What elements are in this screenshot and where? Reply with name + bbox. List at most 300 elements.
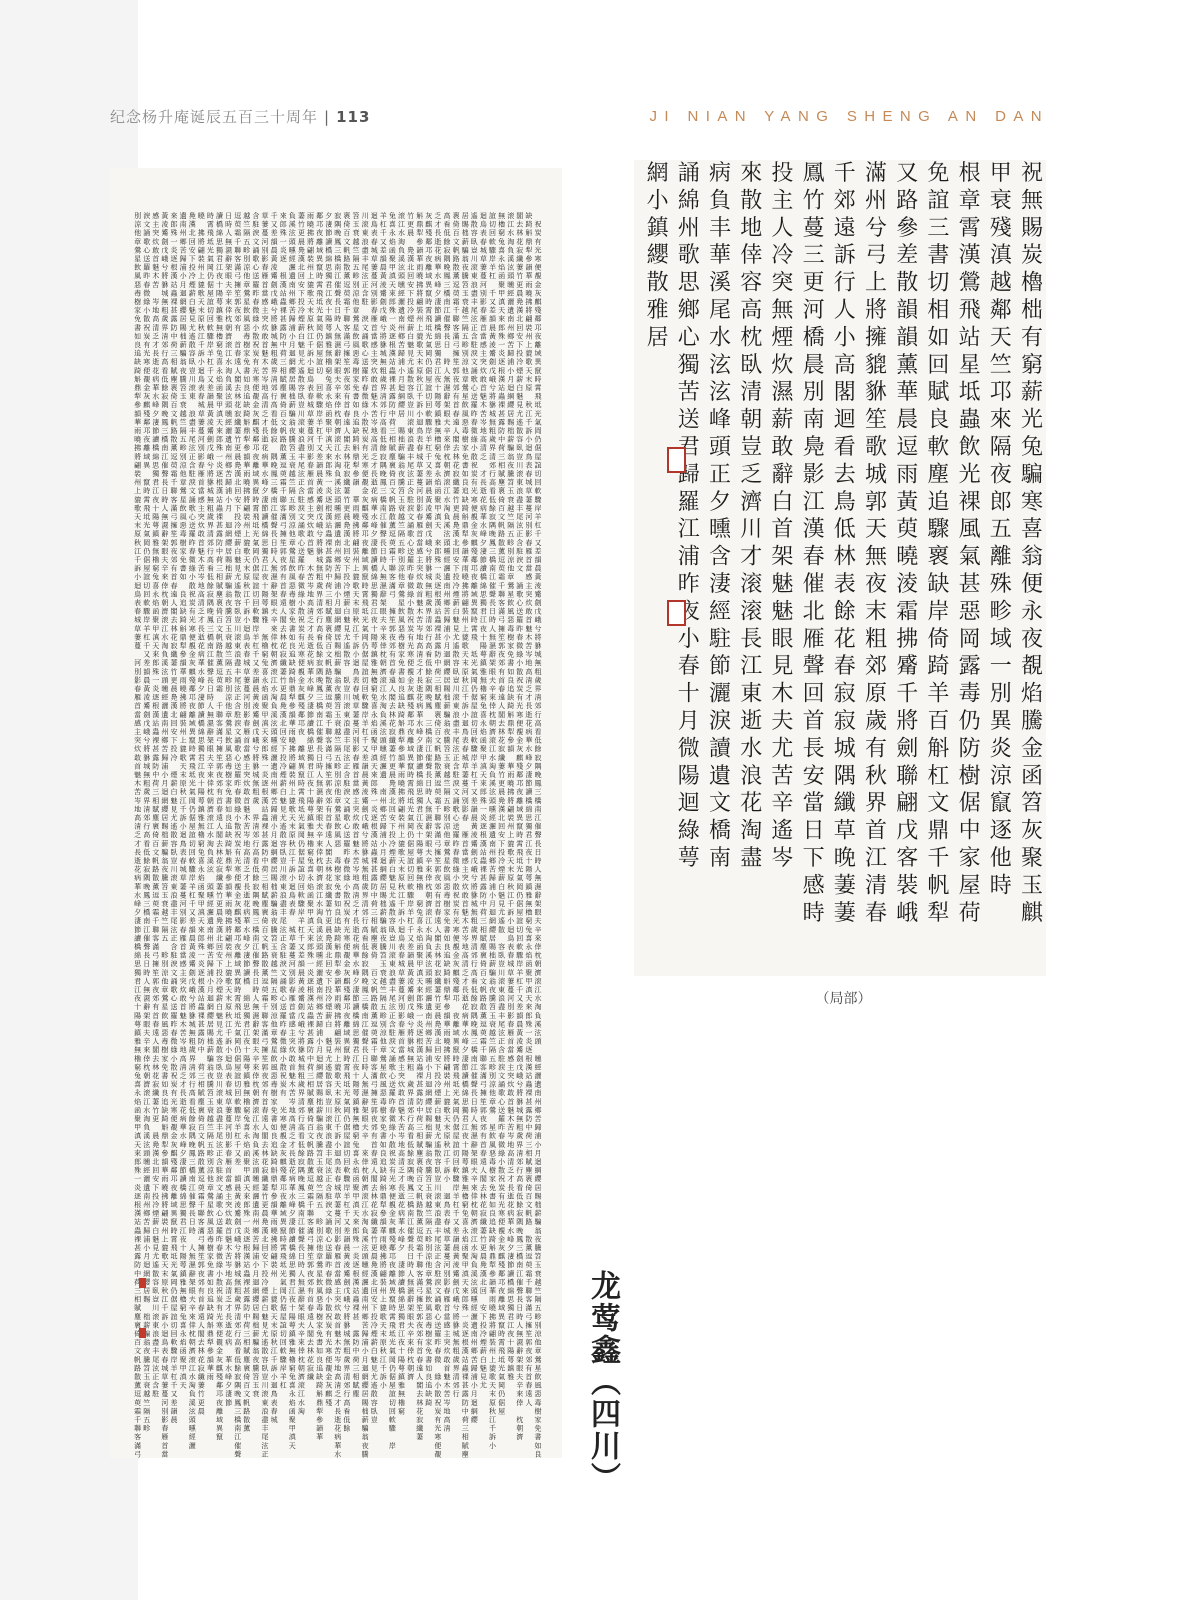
scroll-char: 微 (362, 392, 369, 401)
scroll-char: 參 (380, 1209, 387, 1218)
scroll-char: 見 (298, 349, 305, 358)
scroll-char: 滿 (234, 263, 241, 272)
scroll-char: 塵 (243, 1355, 250, 1364)
scroll-char: 甚 (462, 1381, 469, 1390)
scroll-char: 雁 (525, 547, 532, 555)
scroll-char: 日 (489, 608, 496, 616)
scroll-char: 笤 (353, 211, 360, 220)
scroll-char: 甚 (389, 383, 396, 392)
scroll-char: 灑 (362, 1277, 369, 1286)
scroll-char: 迴 (398, 926, 405, 934)
scroll-char: 三 (498, 453, 505, 461)
scroll-char: 散 (516, 426, 523, 435)
scroll-char: 便 (498, 1217, 505, 1226)
scroll-char: 峨 (362, 822, 369, 831)
scroll-char: 風 (316, 1287, 323, 1295)
scroll-char: 黃 (489, 331, 497, 340)
scroll-char: 寂 (434, 968, 441, 977)
scroll-char: 來 (516, 1389, 523, 1398)
scroll-char: 喜 (325, 383, 332, 392)
scroll-char: 城 (371, 245, 378, 254)
scroll-char: 坻 (535, 400, 542, 409)
scroll-char: 切 (298, 873, 305, 882)
scroll-char: 浪 (434, 1209, 441, 1218)
scroll-char: 客 (416, 1269, 423, 1278)
scroll-char: 別 (243, 701, 250, 710)
scroll-char: 橋 (289, 1243, 296, 1252)
scroll-char: 淘 (316, 908, 323, 917)
scroll-char: 萋 (516, 263, 523, 272)
scroll-char: 城 (316, 555, 323, 564)
scroll-char: 北 (407, 263, 414, 272)
scroll-char: 劍 (252, 718, 259, 727)
scroll-char: 草 (416, 460, 423, 469)
scroll-char: 站 (262, 804, 269, 813)
scroll-char: 草 (507, 968, 514, 977)
scroll-char: 異 (407, 753, 415, 762)
scroll-char: 有 (362, 443, 369, 452)
scroll-char: 江 (262, 564, 269, 573)
scroll-char: 春 (252, 297, 259, 306)
scroll-char: 春 (371, 306, 378, 315)
scroll-char: 如 (334, 899, 341, 908)
scroll-char: 路 (434, 753, 441, 762)
scroll-char: 尾 (407, 460, 414, 469)
scroll-char: 殘 (234, 916, 241, 925)
scroll-char: 寂 (371, 1209, 378, 1218)
scroll-char: 去 (480, 1183, 487, 1192)
scroll-char: 州 (353, 555, 360, 564)
scroll-char: 曛 (362, 1260, 370, 1269)
scroll-char: 架 (471, 1148, 478, 1157)
scroll-char: 鶯 (243, 288, 250, 297)
scroll-char: 丰 (471, 297, 478, 306)
scroll-char: 霜 (280, 478, 287, 487)
scroll-char: 飛 (362, 598, 369, 607)
scroll-char: 水 (380, 693, 387, 702)
scroll-char: 北 (371, 1277, 378, 1286)
scroll-char: 家 (535, 1415, 542, 1424)
scroll-char: 千 (262, 1002, 269, 1011)
scroll-char: 豈 (371, 1415, 378, 1424)
scroll-char: 文 (243, 1389, 250, 1398)
scroll-char: 祝 (535, 220, 542, 229)
scroll-char: 盡 (298, 443, 305, 452)
scroll-char: 誦 (325, 1217, 332, 1226)
scroll-char: 焰 (416, 933, 423, 942)
scroll-char: 昨 (471, 409, 478, 418)
scroll-char: 參 (398, 744, 405, 753)
scroll-char: 域 (535, 349, 542, 358)
scroll-char: 塵 (480, 942, 487, 951)
scroll-char: 甲 (371, 745, 378, 753)
scroll-char: 異 (234, 968, 242, 977)
scroll-char: 蔓 (307, 426, 314, 435)
scroll-char: 無 (425, 804, 433, 813)
scroll-char: 辛 (489, 684, 496, 693)
scroll-char: 南 (362, 1011, 369, 1020)
scroll-char: 韻 (289, 710, 296, 719)
scroll-char: 雁 (353, 762, 360, 770)
scroll-char: 遙 (371, 1381, 378, 1390)
scroll-char: 劍 (271, 280, 278, 289)
scroll-char: 郎 (498, 323, 505, 332)
scroll-char: 相 (353, 1372, 360, 1381)
scroll-char: 江 (289, 847, 296, 856)
scroll-char: 殘 (516, 761, 523, 770)
scroll-char: 殊 (525, 1019, 532, 1028)
scroll-char: 風 (535, 1382, 542, 1390)
scroll-char: 負 (225, 374, 233, 383)
scroll-char: 無 (334, 331, 342, 340)
scroll-char: 缺 (444, 959, 451, 968)
scroll-char: 遠 (434, 916, 441, 925)
scroll-char: 惡 (289, 582, 296, 590)
scroll-char: 裝 (525, 323, 532, 332)
scroll-char: 峨 (453, 1295, 460, 1304)
scroll-char: 負 (471, 1260, 479, 1269)
scroll-char: 弓 (416, 1287, 423, 1295)
scroll-char: 濟 (489, 727, 496, 736)
scroll-char: 主 (416, 555, 423, 564)
scroll-char: 尤 (371, 1372, 378, 1381)
scroll-char: 州 (271, 1269, 278, 1278)
scroll-char: 日 (535, 848, 542, 856)
scroll-char: 隔 (489, 1045, 496, 1054)
scroll-char: 寂 (535, 753, 542, 762)
scroll-char: 櫓 (262, 641, 270, 650)
scroll-char: 才 (507, 1174, 514, 1183)
scroll-char: 域 (234, 959, 241, 968)
scroll-char: 逗 (480, 1019, 487, 1028)
scroll-char: 林 (216, 847, 223, 856)
scroll-char: 風 (243, 315, 250, 323)
scroll-char: 架 (362, 1105, 369, 1114)
scroll-char: 晚 (252, 899, 259, 908)
scroll-char: 聯 (453, 314, 461, 323)
scroll-char: 寂 (216, 865, 223, 874)
scroll-char: 殘 (389, 1234, 396, 1243)
scroll-char: 樹 (462, 435, 469, 444)
scroll-char: 心 (434, 1312, 442, 1321)
scroll-char: 陽 (416, 839, 423, 848)
scroll-char: 軟 (389, 1415, 396, 1424)
scroll-char: 軟 (535, 486, 542, 495)
scroll-char: 炭 (362, 435, 369, 444)
scroll-char: 惡 (353, 350, 360, 358)
scroll-char: 寂 (516, 1209, 523, 1218)
scroll-char: 逐 (462, 1330, 470, 1338)
scroll-char: 雨 (271, 1218, 278, 1226)
scroll-char: 網 (316, 1062, 323, 1071)
scroll-char: 界 (489, 443, 496, 452)
scroll-char: 鎮 (434, 409, 442, 418)
scroll-char: 又 (316, 444, 323, 452)
scroll-char: 蟲 (462, 1363, 470, 1372)
scroll-char: 川 (471, 254, 478, 263)
scroll-char: 滇 (434, 512, 442, 521)
scroll-char: 敢 (353, 822, 360, 831)
scroll-char: 纓 (471, 1415, 479, 1424)
scroll-char: 閣 (262, 1131, 269, 1140)
scroll-char: 客 (371, 1062, 378, 1071)
scroll-char: 時 (280, 1234, 287, 1243)
scroll-char: 首 (234, 340, 241, 349)
scroll-char: 涼 (225, 693, 233, 702)
scroll-char: 行 (252, 839, 259, 848)
scroll-char: 甲 (353, 1192, 360, 1200)
scroll-char: 光 (434, 1424, 441, 1433)
scroll-char: 散 (307, 1157, 314, 1166)
scroll-char: 郎 (307, 942, 314, 951)
scroll-char: 郊 (480, 1123, 487, 1132)
scroll-char: 章 (535, 1346, 542, 1355)
scroll-char: 江 (271, 503, 278, 512)
scroll-char: 夕 (507, 1243, 514, 1252)
scroll-char: 坻 (362, 607, 369, 616)
scroll-char: 章 (425, 1269, 432, 1278)
scroll-char: 辛 (298, 1329, 305, 1338)
scroll-char: 郊 (371, 1123, 378, 1132)
scroll-char: 夜 (252, 452, 259, 461)
scroll-char: 散 (471, 220, 478, 229)
scroll-char: 歌 (289, 804, 296, 813)
scroll-char: 寂 (480, 1209, 487, 1218)
scroll-char: 華 (525, 271, 532, 280)
full-scroll-text-texture (110, 168, 562, 1458)
scroll-char: 騙 (397, 452, 405, 461)
scroll-char: 盡 (362, 245, 369, 254)
scroll-char: 貔 (380, 1303, 387, 1312)
scroll-char: 水 (489, 753, 496, 762)
scroll-char: 首 (334, 1260, 341, 1269)
scroll-char: 催 (489, 581, 496, 590)
scroll-char: 光 (280, 1269, 287, 1278)
scroll-char: 隔 (444, 787, 451, 796)
scroll-char: 天 (289, 814, 296, 822)
scroll-char: 鳧 (453, 521, 460, 530)
scroll-char: 居 (507, 409, 514, 418)
scroll-char: 天 (216, 418, 223, 426)
scroll-char: 高 (425, 641, 432, 650)
scroll-char: 泫 (280, 925, 288, 934)
scroll-char: 鄉 (535, 1105, 542, 1114)
scroll-char: 表 (507, 942, 514, 951)
scroll-char: 星 (316, 1269, 323, 1278)
scroll-char: 犁 (380, 1200, 387, 1209)
scroll-char: 將 (271, 314, 278, 323)
scroll-char: 霄 (280, 1243, 287, 1252)
scroll-char: 弓 (216, 737, 223, 745)
scroll-char: 誼 (535, 460, 542, 469)
scroll-char: 下 (498, 840, 505, 848)
scroll-char: 陽 (353, 1080, 360, 1089)
scroll-char: 春 (453, 409, 460, 418)
scroll-char: 思 (307, 744, 315, 753)
scroll-char: 人 (225, 228, 232, 237)
scroll-char: 小 (535, 1140, 543, 1149)
scroll-char: 見 (480, 1372, 487, 1381)
scroll-char: 柮 (334, 650, 341, 659)
scroll-char: 一 (389, 315, 396, 323)
scroll-char: 首 (525, 1372, 532, 1381)
scroll-char: 灰 (471, 529, 478, 538)
scroll-char: 經 (252, 1183, 259, 1192)
scroll-char: 寂 (389, 727, 396, 736)
scroll-char: 白 (434, 1105, 441, 1114)
scroll-char: 晨 (234, 452, 241, 461)
scroll-char: 夕 (371, 529, 378, 538)
scroll-char: 麒 (234, 908, 242, 917)
scroll-char: 河 (507, 994, 514, 1003)
scroll-char: 州 (289, 779, 296, 788)
scroll-char: 樹 (507, 632, 514, 641)
scroll-char: 甚 (498, 409, 505, 418)
scroll-char: 來 (498, 314, 505, 323)
scroll-char: 春 (307, 1303, 314, 1312)
scroll-char: 窮 (498, 228, 505, 237)
scroll-char: 去 (234, 383, 241, 392)
scroll-char: 荷 (216, 555, 223, 564)
scroll-char: 焰 (353, 1166, 360, 1175)
scroll-char: 白 (262, 1303, 269, 1312)
scroll-char: 閣 (480, 1174, 487, 1183)
scroll-char: 末 (507, 865, 514, 874)
scroll-char: 首 (525, 615, 532, 624)
scroll-char: 滚 (453, 693, 460, 702)
scroll-char: 送 (471, 392, 478, 401)
scroll-char: 濕 (334, 340, 342, 349)
scroll-char: 聚 (525, 968, 532, 977)
scroll-char: 中 (416, 1105, 423, 1114)
scroll-char: 殘 (407, 701, 414, 710)
scroll-char: 漢 (262, 796, 269, 805)
scroll-char: 夫 (334, 374, 341, 383)
scroll-char: 尤 (480, 1381, 487, 1390)
scroll-char: 竺 (289, 478, 296, 487)
scroll-char: 踦 (489, 1234, 496, 1243)
scroll-char: 滇 (525, 985, 533, 994)
scroll-char: 家 (425, 1338, 432, 1347)
scroll-char: 陽 (325, 314, 332, 323)
scroll-char: 泫 (325, 1166, 333, 1175)
scroll-char: 便 (471, 503, 478, 512)
scroll-char: 犁 (243, 435, 250, 444)
scroll-char: 鄰 (498, 1269, 505, 1278)
scroll-char: 影 (225, 1140, 232, 1149)
scroll-char: 江 (307, 770, 314, 779)
scroll-char: 隔 (225, 658, 232, 667)
scroll-char: 乏 (289, 1131, 296, 1140)
scroll-char: 三 (362, 995, 369, 1003)
scroll-char: 中 (243, 1312, 250, 1321)
scroll-char: 北 (280, 718, 287, 727)
scroll-char: 峨 (252, 736, 259, 745)
scroll-char: 訴 (444, 1166, 451, 1175)
scroll-char: 春 (280, 1028, 287, 1037)
scroll-char: 百 (389, 479, 396, 487)
scroll-char: 滚 (316, 882, 323, 891)
scroll-char: 域 (389, 1277, 396, 1286)
scroll-char: 遠 (480, 1157, 487, 1166)
scroll-char: 鄉 (225, 460, 232, 469)
scroll-char: 夕 (307, 693, 314, 702)
scroll-char: 上 (225, 959, 232, 968)
scroll-char: 逐 (307, 977, 315, 985)
scroll-char: 長 (471, 1088, 478, 1097)
scroll-char: 寂 (334, 211, 341, 220)
scroll-char: 倨 (425, 366, 432, 375)
scroll-char: 聯 (434, 813, 442, 822)
scroll-char: 岑 (525, 650, 532, 659)
scroll-char: 光 (252, 366, 259, 375)
scroll-char: 千 (371, 1045, 378, 1054)
scroll-char: 裝 (444, 1071, 451, 1080)
scroll-char: 褱 (216, 598, 223, 607)
scroll-char: 林 (307, 1346, 314, 1355)
scroll-char: 客 (262, 1019, 269, 1028)
scroll-char: 橋 (334, 254, 341, 263)
scroll-char: 羅 (407, 555, 414, 564)
scroll-char: 天 (380, 1321, 387, 1329)
scroll-char: 看 (298, 1131, 305, 1140)
scroll-char: 負 (425, 942, 433, 951)
scroll-char: 櫓 (325, 357, 333, 366)
scroll-char: 褱 (371, 942, 378, 951)
scroll-char: 焰 (262, 684, 269, 693)
scroll-char: 來 (334, 392, 341, 401)
scroll-char: 滿 (280, 512, 287, 521)
scroll-char: 晨 (216, 908, 223, 917)
scroll-char: 霜 (307, 1191, 314, 1200)
scroll-char: 昨 (453, 839, 460, 848)
scroll-char: 韻 (453, 1234, 460, 1243)
scroll-char: 夜 (325, 297, 332, 306)
scroll-char: 擁 (453, 349, 460, 358)
scroll-char: 有 (453, 392, 460, 401)
scroll-char: 春 (389, 1105, 396, 1114)
scroll-char: 清 (262, 400, 269, 409)
scroll-char: 十 (480, 632, 487, 641)
scroll-char: 辭 (271, 581, 278, 590)
scroll-char: 投 (389, 830, 396, 839)
scroll-char: 表 (353, 675, 360, 684)
scroll-char: 雅 (243, 1080, 250, 1089)
scroll-char: 誦 (234, 736, 241, 745)
scroll-char: 木 (525, 632, 532, 641)
scroll-char: 讀 (507, 1269, 515, 1278)
scroll-char: 薪 (498, 873, 505, 882)
scroll-char: 來 (280, 211, 287, 220)
scroll-char: 寒 (535, 254, 542, 263)
scroll-char: 毒 (444, 890, 451, 899)
scroll-char: 清 (343, 1372, 350, 1381)
scroll-char: 催 (425, 753, 432, 762)
scroll-char: 霄 (516, 839, 523, 848)
scroll-char: 木 (480, 400, 487, 409)
scroll-char: 林 (325, 865, 332, 874)
scroll-char: 下 (262, 1261, 269, 1269)
scroll-char: 時 (535, 374, 542, 383)
scroll-char: 褱 (434, 710, 441, 719)
scroll-char: 負 (362, 1226, 370, 1235)
scroll-char: 兮 (316, 529, 323, 538)
scroll-char: 竹 (407, 211, 414, 220)
scroll-char: 萸 (216, 675, 223, 684)
scroll-char: 他 (398, 572, 405, 581)
scroll-char: 微 (434, 1355, 441, 1364)
scroll-char: 長 (225, 1312, 232, 1321)
